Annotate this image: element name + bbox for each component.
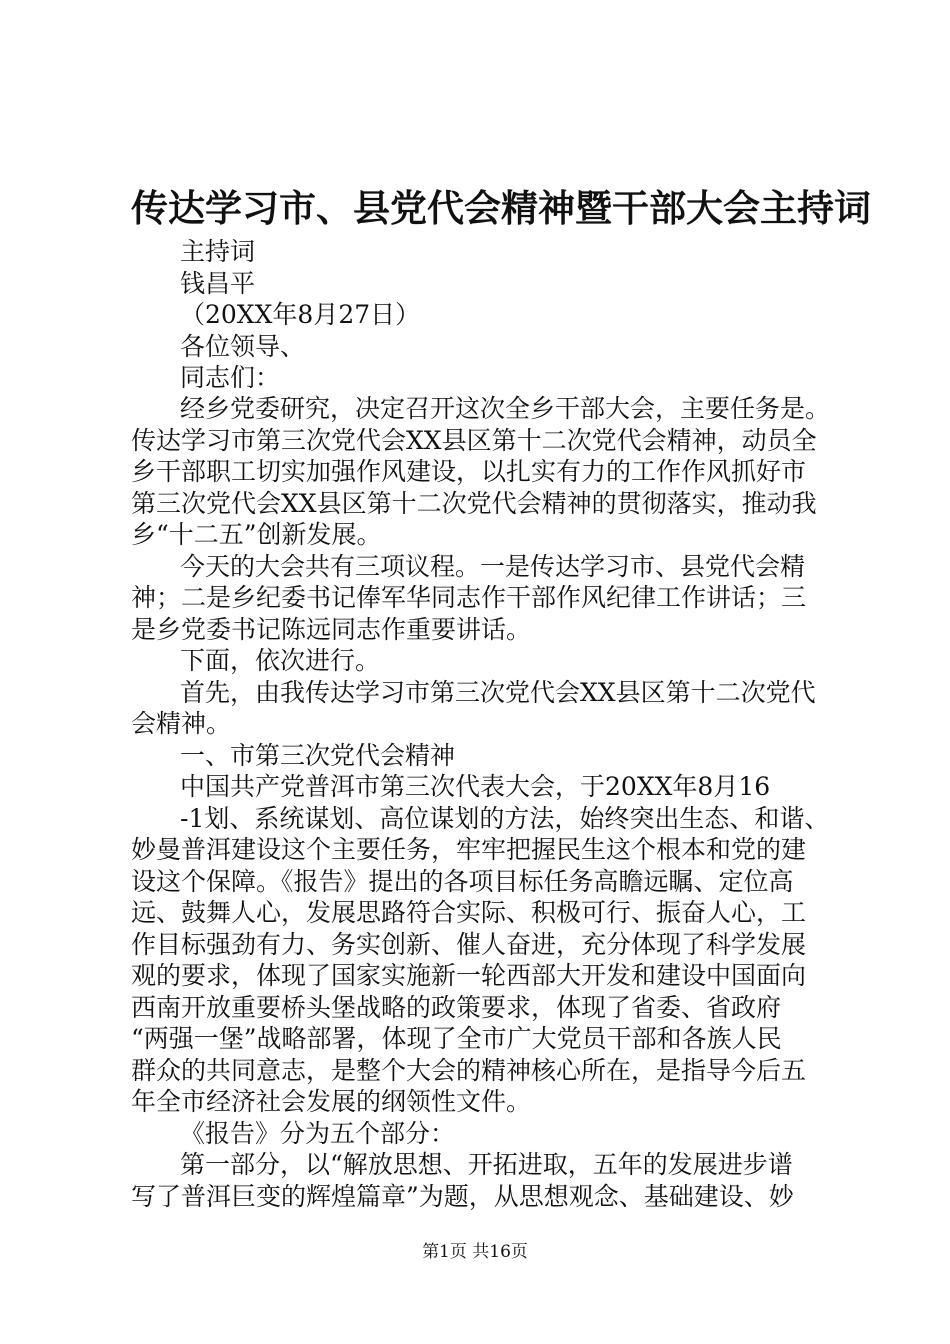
text-line: 写了普洱巨变的辉煌篇章”为题，从思想观念、基础建设、妙 bbox=[131, 1182, 794, 1211]
text-line: 一、市第三次党代会精神 bbox=[180, 741, 456, 770]
text-line: 传达学习市第三次党代会XX县区第十二次党代会精神，动员全 bbox=[131, 426, 817, 455]
text-line: “两强一堡”战略部署，体现了全市广大党员干部和各族人民 bbox=[131, 1024, 782, 1053]
text-line: 经乡党委研究，决定召开这次全乡干部大会，主要任务是。 bbox=[180, 394, 831, 423]
text-line: 乡“十二五”创新发展。 bbox=[131, 520, 382, 549]
text-line: -1划、系统谋划、高位谋划的方法，始终突出生态、和谐、 bbox=[180, 804, 830, 833]
text-line: 年全市经济社会发展的纲领性文件。 bbox=[131, 1087, 532, 1116]
text-line: 各位领导、 bbox=[180, 332, 306, 361]
text-line: 乡干部职工切实加强作风建设，以扎实有力的工作作风抓好市 bbox=[131, 457, 807, 486]
text-line: 第三次党代会XX县区第十二次党代会精神的贯彻落实，推动我 bbox=[131, 489, 817, 518]
text-line: 会精神。 bbox=[131, 709, 232, 738]
text-line: 钱昌平 bbox=[180, 269, 256, 298]
text-line: 第一部分，以“解放思想、开拓进取，五年的发展进步谱 bbox=[180, 1150, 793, 1179]
text-line: 作目标强劲有力、务实创新、催人奋进，充分体现了科学发展 bbox=[131, 930, 807, 959]
page-number: 第1页 共16页 bbox=[422, 1242, 528, 1262]
text-line: 《报告》分为五个部分： bbox=[180, 1119, 456, 1148]
text-line: 今天的大会共有三项议程。一是传达学习市、县党代会精 bbox=[180, 552, 806, 581]
text-line: 妙曼普洱建设这个主要任务，牢牢把握民生这个根本和党的建 bbox=[131, 835, 807, 864]
text-line: 首先，由我传达学习市第三次党代会XX县区第十二次党代 bbox=[180, 678, 816, 707]
text-line: 同志们： bbox=[180, 363, 281, 392]
text-line: 下面，依次进行。 bbox=[180, 646, 381, 675]
text-line: 观的要求，体现了国家实施新一轮西部大开发和建设中国面向 bbox=[131, 961, 807, 990]
text-line: 远、鼓舞人心，发展思路符合实际、积极可行、振奋人心，工 bbox=[131, 898, 807, 927]
text-line: 中国共产党普洱市第三次代表大会，于20XX年8月16 bbox=[180, 772, 771, 801]
text-line: 西南开放重要桥头堡战略的政策要求，体现了省委、省政府 bbox=[131, 993, 782, 1022]
text-line: （20XX年8月27日） bbox=[180, 300, 421, 329]
text-line: 设这个保障。《报告》提出的各项目标任务高瞻远瞩、定位高 bbox=[131, 867, 794, 896]
text-line: 主持词 bbox=[180, 237, 256, 266]
text-line: 群众的共同意志，是整个大会的精神核心所在，是指导今后五 bbox=[131, 1056, 807, 1085]
text-line: 神；二是乡纪委书记俸军华同志作干部作风纪律工作讲话；三 bbox=[131, 583, 807, 612]
text-line: 是乡党委书记陈远同志作重要讲话。 bbox=[131, 615, 532, 644]
document-title: 传达学习市、县党代会精神暨干部大会主持词 bbox=[131, 187, 871, 230]
